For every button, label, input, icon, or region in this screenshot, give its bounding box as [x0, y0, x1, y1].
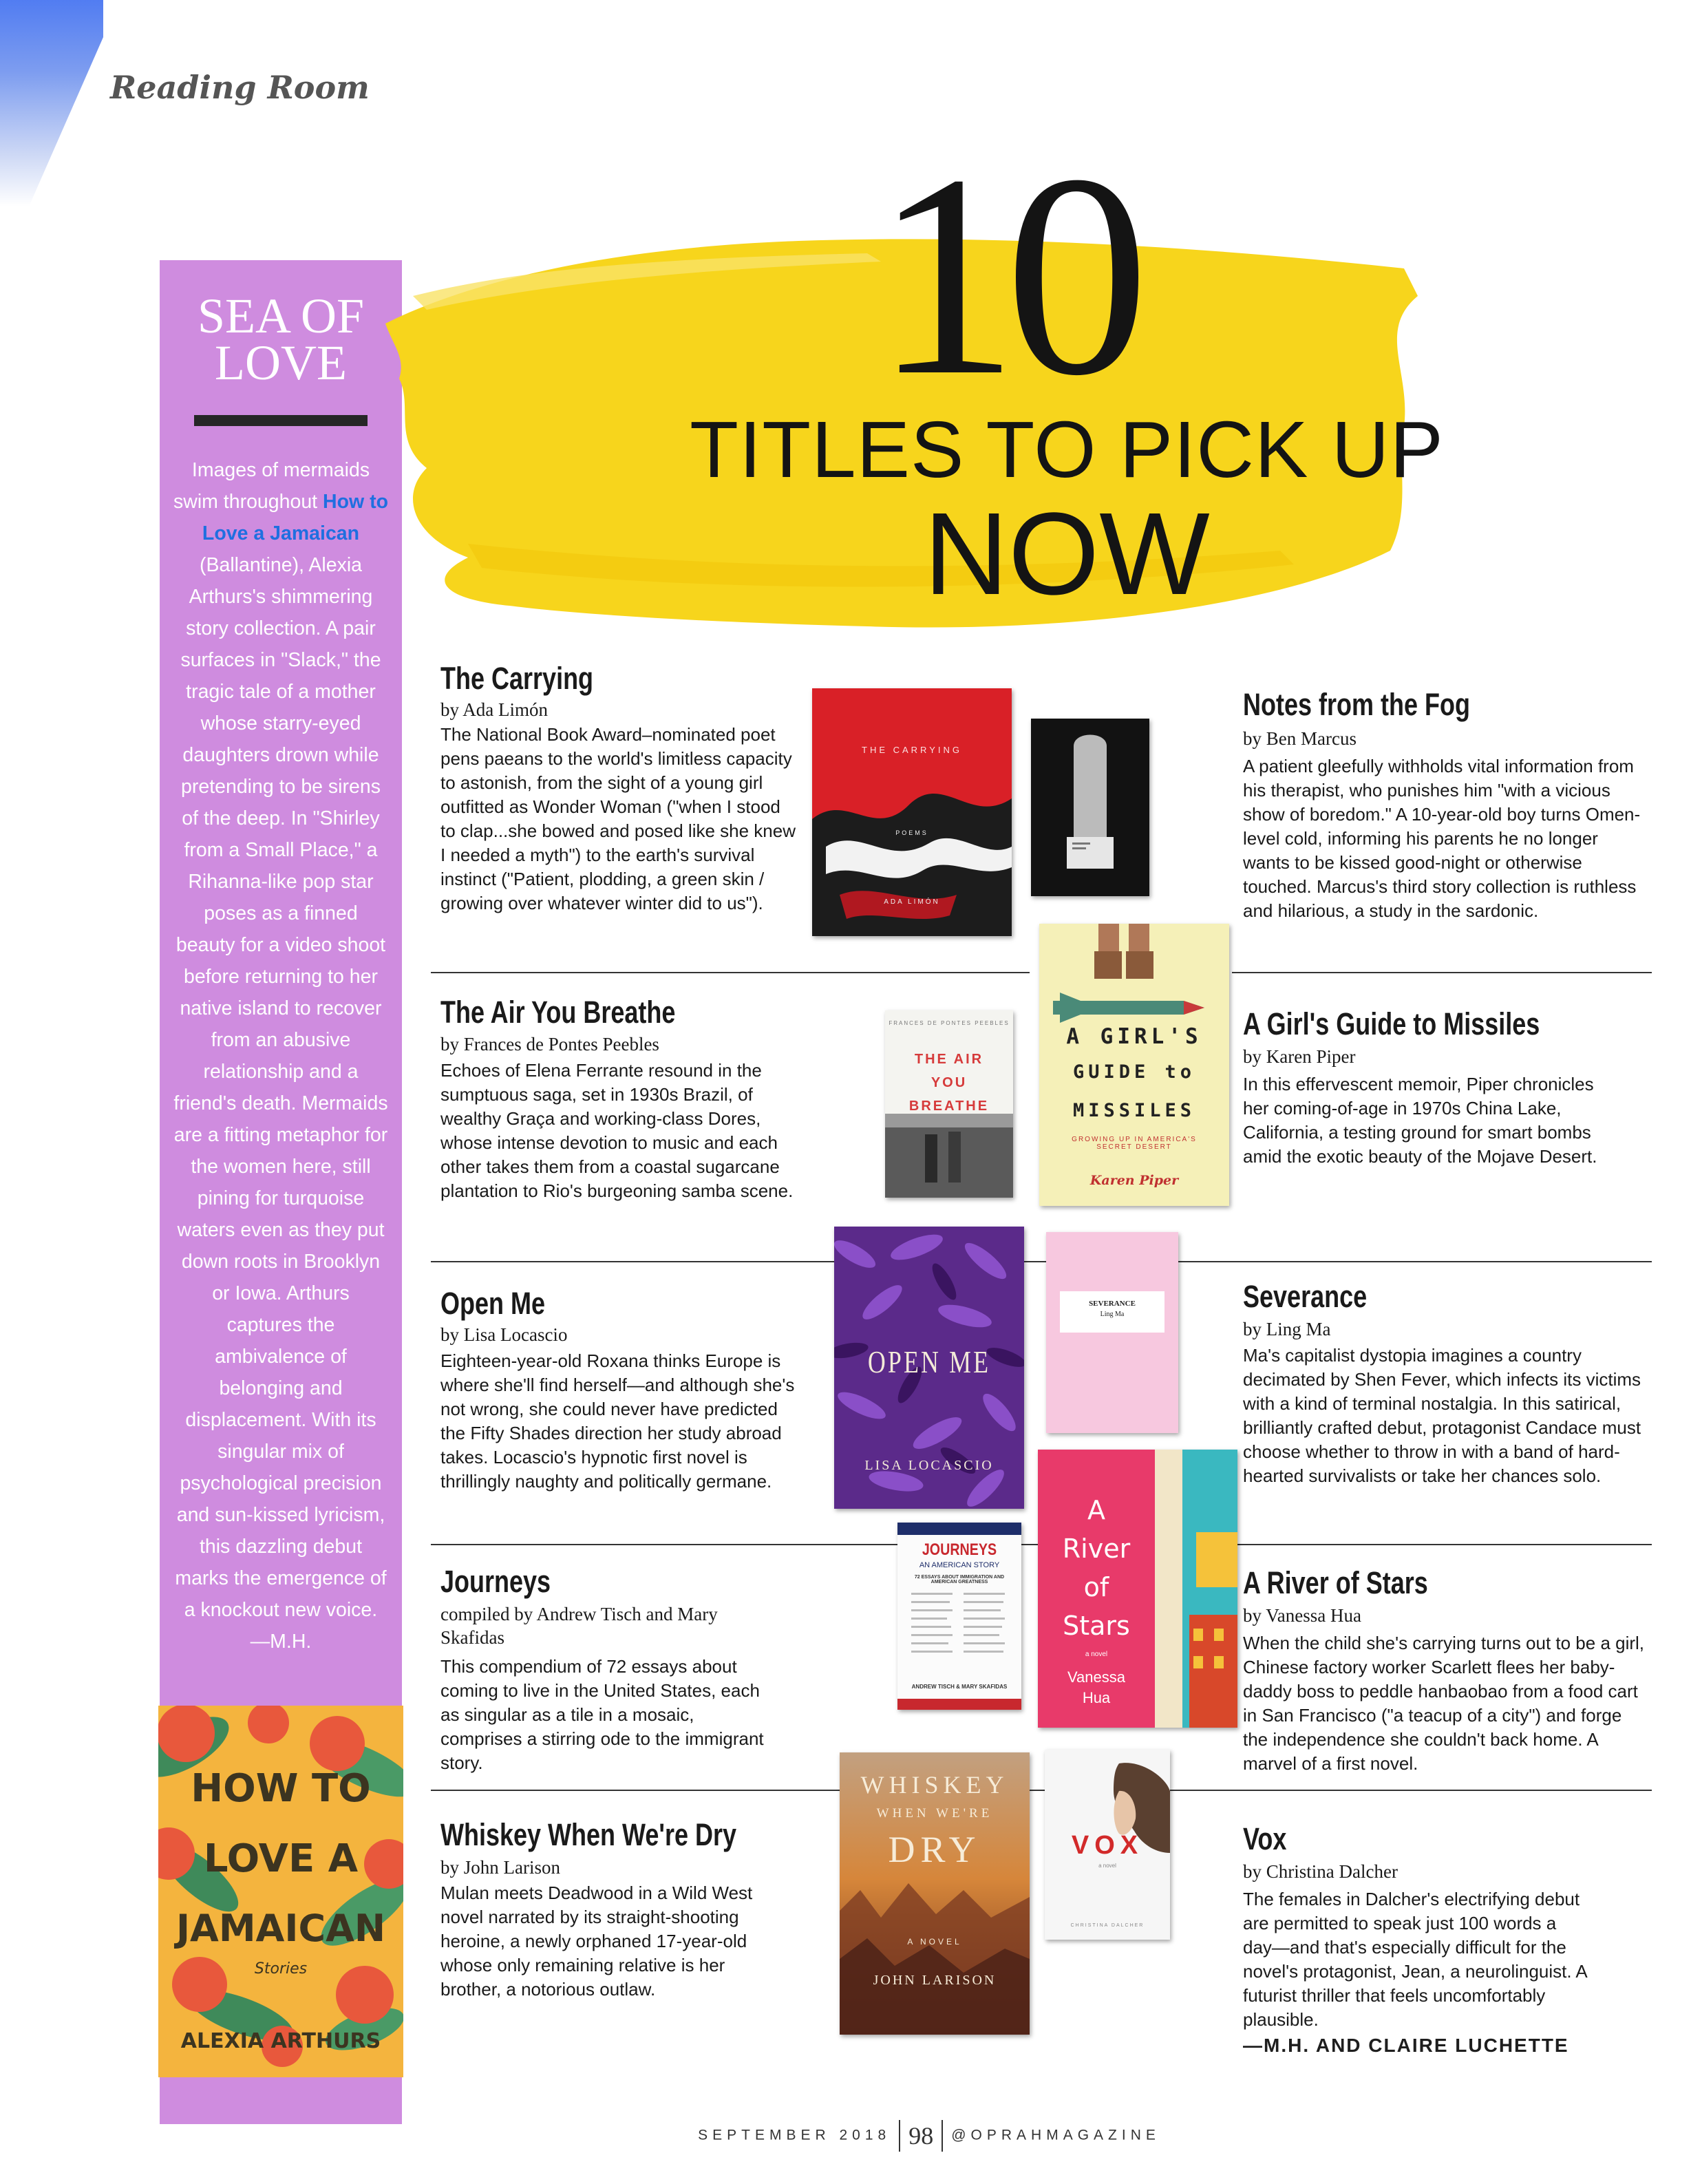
sidebar-title-line1: SEA OF [197, 288, 365, 343]
corner-gradient [0, 0, 103, 206]
jamaican-book-cover [158, 1706, 403, 2077]
journeys-cover [897, 1523, 1021, 1710]
book-title: The Carrying [440, 661, 594, 696]
cover-line3: JAMAICAN [176, 1907, 386, 1950]
river-label: a novel [1085, 1651, 1108, 1658]
headline-line1: TITLES TO PICK UP [690, 405, 1444, 494]
cover-illustration [158, 1706, 403, 2077]
book-title: Open Me [440, 1286, 546, 1321]
cover-line1: HOW TO [191, 1766, 371, 1811]
whiskey-line1: WHISKEY [860, 1771, 1009, 1799]
river-line1: A [1087, 1495, 1105, 1525]
book-description: Mulan meets Deadwood in a Wild West novel narrated by its straight-shooting heroine, a newly orphaned 17-year-old whose only remaining relative is her brother, a notorious outlaw. [440, 1883, 753, 2000]
missiles-line1: A GIRL'S [1066, 1024, 1202, 1049]
book-title: Journeys [440, 1564, 551, 1599]
book-description: The National Book Award–nominated poet pens paeans to the world's limitless capacity to astonish, from the sight of a young girl outfitted as Wonder Woman ("when I stood to clap...she bowed and posed like she knew I needed a myth") to the earth's survival instinct ("Patient, plodding, a green skin / growing over whatever winter did to us"). [440, 724, 796, 913]
headline-line2: NOW [924, 489, 1210, 619]
river-cover [1038, 1450, 1237, 1728]
river-title [1038, 1491, 1155, 1645]
footer-separator [899, 2120, 900, 2152]
severance-author: Ling Ma [1100, 1311, 1125, 1318]
book-title: The Air You Breathe [440, 995, 676, 1030]
sidebar-title-line2: LOVE [215, 335, 347, 390]
cover-author: ALEXIA ARTHURS [180, 2029, 381, 2053]
openme-title: OPEN ME [867, 1344, 991, 1379]
book-author: by John Larison [440, 1857, 560, 1878]
book-title: Notes from the Fog [1243, 687, 1470, 722]
book-description: A patient gleefully withholds vital information from his therapist, who punishes him "with a vicious show of boredom." A 10-year-old boy turns Omen-level cold, informing his parents he no longer wants to be kissed good-night or otherwise touched. Marcus's third story collection is ruthless and hilarious, a study in the sardonic. [1243, 756, 1641, 921]
sidebar-rule [194, 415, 368, 426]
carrying-title: THE CARRYING [862, 745, 962, 755]
book-description: This compendium of 72 essays about coming to live in the United States, each as singular as a tile in a mosaic, comprises a stirring ode to the immigrant story. [440, 1656, 764, 1773]
book-author: by Vanessa Hua [1243, 1605, 1361, 1626]
sidebar-signature: —M.H. [250, 1631, 312, 1653]
page-number: 98 [908, 2122, 934, 2150]
sidebar-text-before: Images of mermaids swim throughout [173, 459, 370, 513]
carrying-author: ADA LIMÓN [884, 898, 940, 906]
severance-cover [1046, 1232, 1178, 1433]
air-line2: YOU [930, 1075, 968, 1090]
carrying-label: POEMS [895, 829, 928, 836]
carrying-cover [812, 688, 1012, 936]
journeys-tagline: 72 ESSAYS ABOUT IMMIGRATION AND AMERICAN GREATNESS [914, 1575, 1005, 1584]
sidebar-title [160, 288, 402, 390]
whiskey-cover [840, 1752, 1030, 2035]
missiles-author: Karen Piper [1089, 1173, 1179, 1188]
air-cover [885, 1010, 1013, 1198]
cover-line2: LOVE A [203, 1836, 359, 1881]
footer [619, 2120, 1239, 2152]
sidebar-body [172, 454, 390, 1657]
missiles-line2: GUIDE to [1072, 1061, 1196, 1083]
river-line3: of [1083, 1572, 1109, 1602]
book-author: by Christina Dalcher [1243, 1861, 1398, 1882]
river-line2: River [1062, 1534, 1131, 1564]
book-title: A River of Stars [1243, 1565, 1428, 1600]
journeys-band-bottom [897, 1699, 1021, 1710]
river-author [1038, 1667, 1155, 1708]
fog-cover [1031, 719, 1149, 896]
book-author: by Ling Ma [1243, 1319, 1331, 1339]
contributors-list [911, 1593, 1008, 1675]
bell-jar-art [1031, 719, 1149, 896]
missiles-subtitle: GROWING UP IN AMERICA'S SECRET DESERT [1072, 1136, 1197, 1151]
openme-author: LISA LOCASCIO [864, 1458, 994, 1473]
river-author2: Hua [1082, 1689, 1111, 1706]
journeys-editors: ANDREW TISCH & MARY SKAFIDAS [911, 1684, 1008, 1690]
journeys-subtitle: AN AMERICAN STORY [919, 1561, 1000, 1569]
section-label: Reading Room [110, 69, 370, 106]
book-description: When the child she's carrying turns out to be a girl, Chinese factory worker Scarlett flees her baby-daddy boss to peddle hanbaobao from a food cart in San Francisco ("a teacup of a city") and forge the independence she couldn't back home. A marvel of a first novel. [1243, 1633, 1645, 1774]
whiskey-author: JOHN LARISON [873, 1973, 997, 1988]
city-art [1155, 1450, 1237, 1728]
book-title: Whiskey When We're Dry [440, 1817, 737, 1852]
whiskey-line3: DRY [888, 1829, 981, 1870]
openme-cover [834, 1227, 1024, 1509]
book-author: compiled by Andrew Tisch and Mary Skafidas [440, 1604, 718, 1648]
book-title: Vox [1243, 1821, 1287, 1856]
river-line4: Stars [1063, 1611, 1130, 1641]
air-line1: THE AIR [914, 1052, 984, 1067]
book-description: In this effervescent memoir, Piper chronicles her coming-of-age in 1970s China Lake, California, a testing ground for smart bombs amid the exotic beauty of the Mojave Desert. [1243, 1074, 1597, 1167]
book-author: by Frances de Pontes Peebles [440, 1034, 659, 1054]
journeys-title: JOURNEYS [922, 1540, 997, 1559]
divider [1232, 972, 1652, 973]
sidebar-book-title: How to Love a Jamaican [202, 491, 388, 544]
vox-title: VOX [1071, 1831, 1144, 1860]
book-author: by Ben Marcus [1243, 728, 1357, 749]
vox-label: a novel [1098, 1863, 1116, 1869]
book-description: The females in Dalcher's electrifying debut are permitted to speak just 100 words a day—and that's especially difficult for the novel's protagonist, Jean, a neurolinguist. A futurist thriller that feels uncomfortably plausible. [1243, 1889, 1587, 2030]
severance-label [1060, 1291, 1164, 1333]
book-description: Eighteen-year-old Roxana thinks Europe is where she'll find herself—and although she's not wrong, she could never have predicted the Fifty Shades direction her study abroad takes. Locascio's hypnotic first novel is thrillingly naughty and politically germane. [440, 1350, 795, 1492]
air-author: FRANCES DE PONTES PEEBLES [889, 1020, 1010, 1026]
air-line3: BREATHE [908, 1099, 990, 1114]
book-author: by Ada Limón [440, 699, 548, 720]
footer-separator [942, 2120, 943, 2152]
whiskey-label: A NOVEL [907, 1937, 962, 1947]
river-author1: Vanessa [1067, 1668, 1125, 1686]
sidebar-text-after: (Ballantine), Alexia Arthurs's shimmering story collection. A pair surfaces in "Slack," the tragic tale of a mother whose starry-eyed daughters drown while pretending to be sirens of the deep. In "Shirley from a Small Place," a Rihanna-like pop star poses as a finned beauty for a video shoot before returning to her native island to recover from an abusive relationship and a friend's death. Mermaids are a fitting metaphor for the women here, still pining for turquoise waters even as they put down roots in Brooklyn or Iowa. Arthurs captures the ambivalence of belonging and displacement. With its singular mix of psychological precision and sun-kissed lyricism, this dazzling debut marks the emergence of a knockout new voice. [173, 554, 388, 1621]
journeys-band-top [897, 1523, 1021, 1535]
missiles-cover [1039, 924, 1229, 1206]
footer-handle: @OPRAHMAGAZINE [951, 2127, 1160, 2143]
vox-cover [1045, 1750, 1170, 1940]
vox-author: CHRISTINA DALCHER [1070, 1923, 1145, 1928]
whiskey-line2: WHEN WE'RE [876, 1806, 993, 1821]
missiles-line3: MISSILES [1072, 1100, 1196, 1121]
footer-month: SEPTEMBER 2018 [698, 2127, 891, 2143]
divider [431, 972, 1030, 973]
credit: —M.H. AND CLAIRE LUCHETTE [1243, 2035, 1569, 2056]
cover-subtitle: Stories [254, 1960, 308, 1978]
severance-title: SEVERANCE [1089, 1300, 1136, 1308]
book-description: Ma's capitalist dystopia imagines a country decimated by Shen Fever, which infects its victims with a kind of terminal nostalgia. In this satirical, brilliantly crafted debut, protagonist Candace must choose whether to throw in with a band of hard-hearted survivalists or take her chances solo. [1243, 1345, 1641, 1486]
headline-number: 10 [874, 115, 1136, 435]
book-title: A Girl's Guide to Missiles [1243, 1006, 1540, 1041]
book-author: by Lisa Locascio [440, 1324, 568, 1345]
book-author: by Karen Piper [1243, 1046, 1356, 1067]
divider [431, 1261, 1652, 1262]
book-description: Echoes of Elena Ferrante resound in the sumptuous saga, set in 1930s Brazil, of wealthy Graça and working-class Dores, whose intense devotion to music and each other takes them from a coastal sugarcane plantation to Rio's burgeoning samba scene. [440, 1060, 794, 1201]
divider [431, 1790, 1652, 1791]
book-title: Severance [1243, 1279, 1368, 1314]
